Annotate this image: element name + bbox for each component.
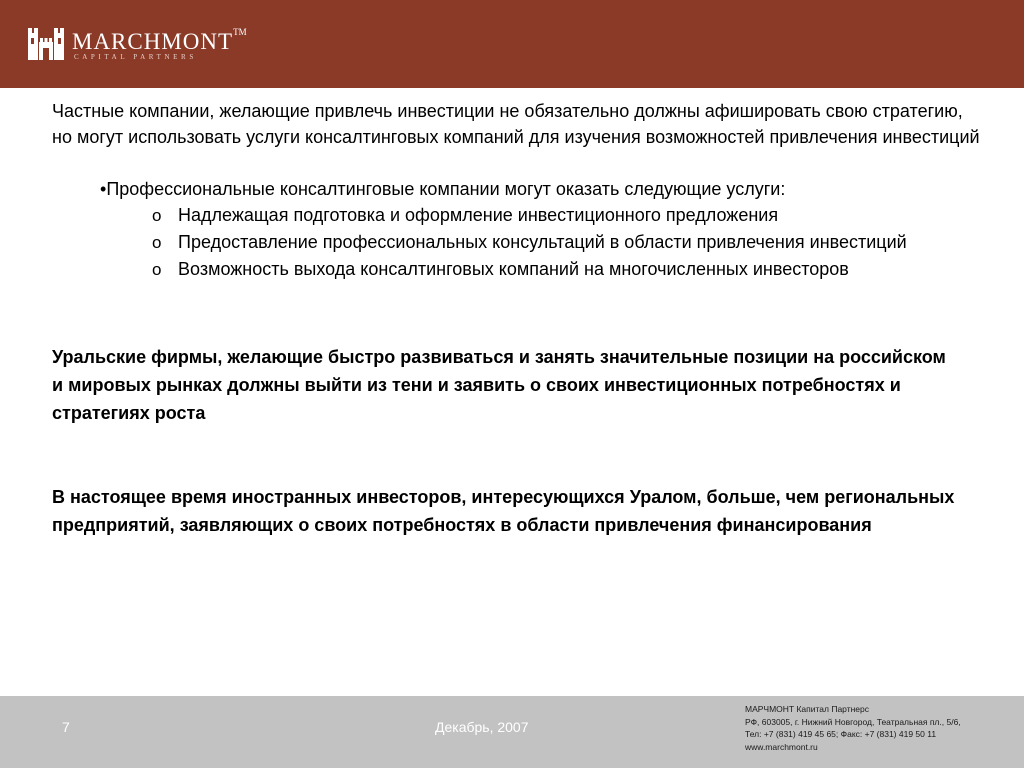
- header-bar: [0, 0, 1024, 88]
- sublist-marker: o: [152, 206, 162, 225]
- services-sublist: [152, 202, 992, 283]
- services-bullet-text: Профессиональные консалтинговые компании могут оказать следующие услуги:: [106, 179, 786, 199]
- castle-logo-icon: [26, 24, 66, 64]
- sublist-item-text: Надлежащая подготовка и оформление инвестиционного предложения: [178, 205, 779, 225]
- contact-company: МАРЧМОНТ Капитал Партнерс: [745, 704, 870, 714]
- sublist-marker: o: [152, 233, 162, 252]
- sublist-item-text: Возможность выхода консалтинговых компаний на многочисленных инвесторов: [178, 259, 849, 279]
- uralskie-statement: Уральские фирмы, желающие быстро развиваться и занять значительные позиции на российском и мировых рынках должны выйти из тени и заявить о своих инвестиционных потребностях и стратегиях роста: [52, 347, 946, 423]
- brand-trademark: TM: [233, 27, 247, 37]
- sublist-item: [152, 256, 982, 283]
- sublist-item-text: Предоставление профессиональных консультаций в области привлечения инвестиций: [178, 232, 907, 252]
- bullet-marker: •: [100, 179, 107, 199]
- sublist-item: [152, 202, 982, 229]
- services-bullet: [100, 176, 992, 202]
- sublist-item: [152, 229, 982, 256]
- current-statement: В настоящее время иностранных инвесторов, интересующихся Уралом, больше, чем региональных предприятий, заявляющих о своих потребностях в области привлечения финансирования: [52, 487, 955, 535]
- brand-name: MARCHMONT: [72, 29, 234, 54]
- contact-address: РФ, 603005, г. Нижний Новгород, Театральная пл., 5/6,: [745, 716, 961, 727]
- contact-website: www.marchmont.ru: [745, 741, 818, 752]
- slide-content: [52, 98, 992, 539]
- contact-block: [745, 703, 961, 753]
- slide-date: Декабрь, 2007: [435, 719, 529, 735]
- brand-wordmark: [72, 27, 247, 54]
- sublist-marker: o: [152, 260, 162, 279]
- page-number: 7: [62, 719, 70, 735]
- intro-paragraph: Частные компании, желающие привлечь инвестиции не обязательно должны афишировать свою стратегию, но могут использовать услуги консалтинговых компаний для изучения возможностей привлечения инвестиций: [52, 101, 980, 147]
- brand-tagline: CAPITAL PARTNERS: [74, 53, 197, 61]
- contact-phones: Тел: +7 (831) 419 45 65; Факс: +7 (831) 419 50 11: [745, 729, 937, 739]
